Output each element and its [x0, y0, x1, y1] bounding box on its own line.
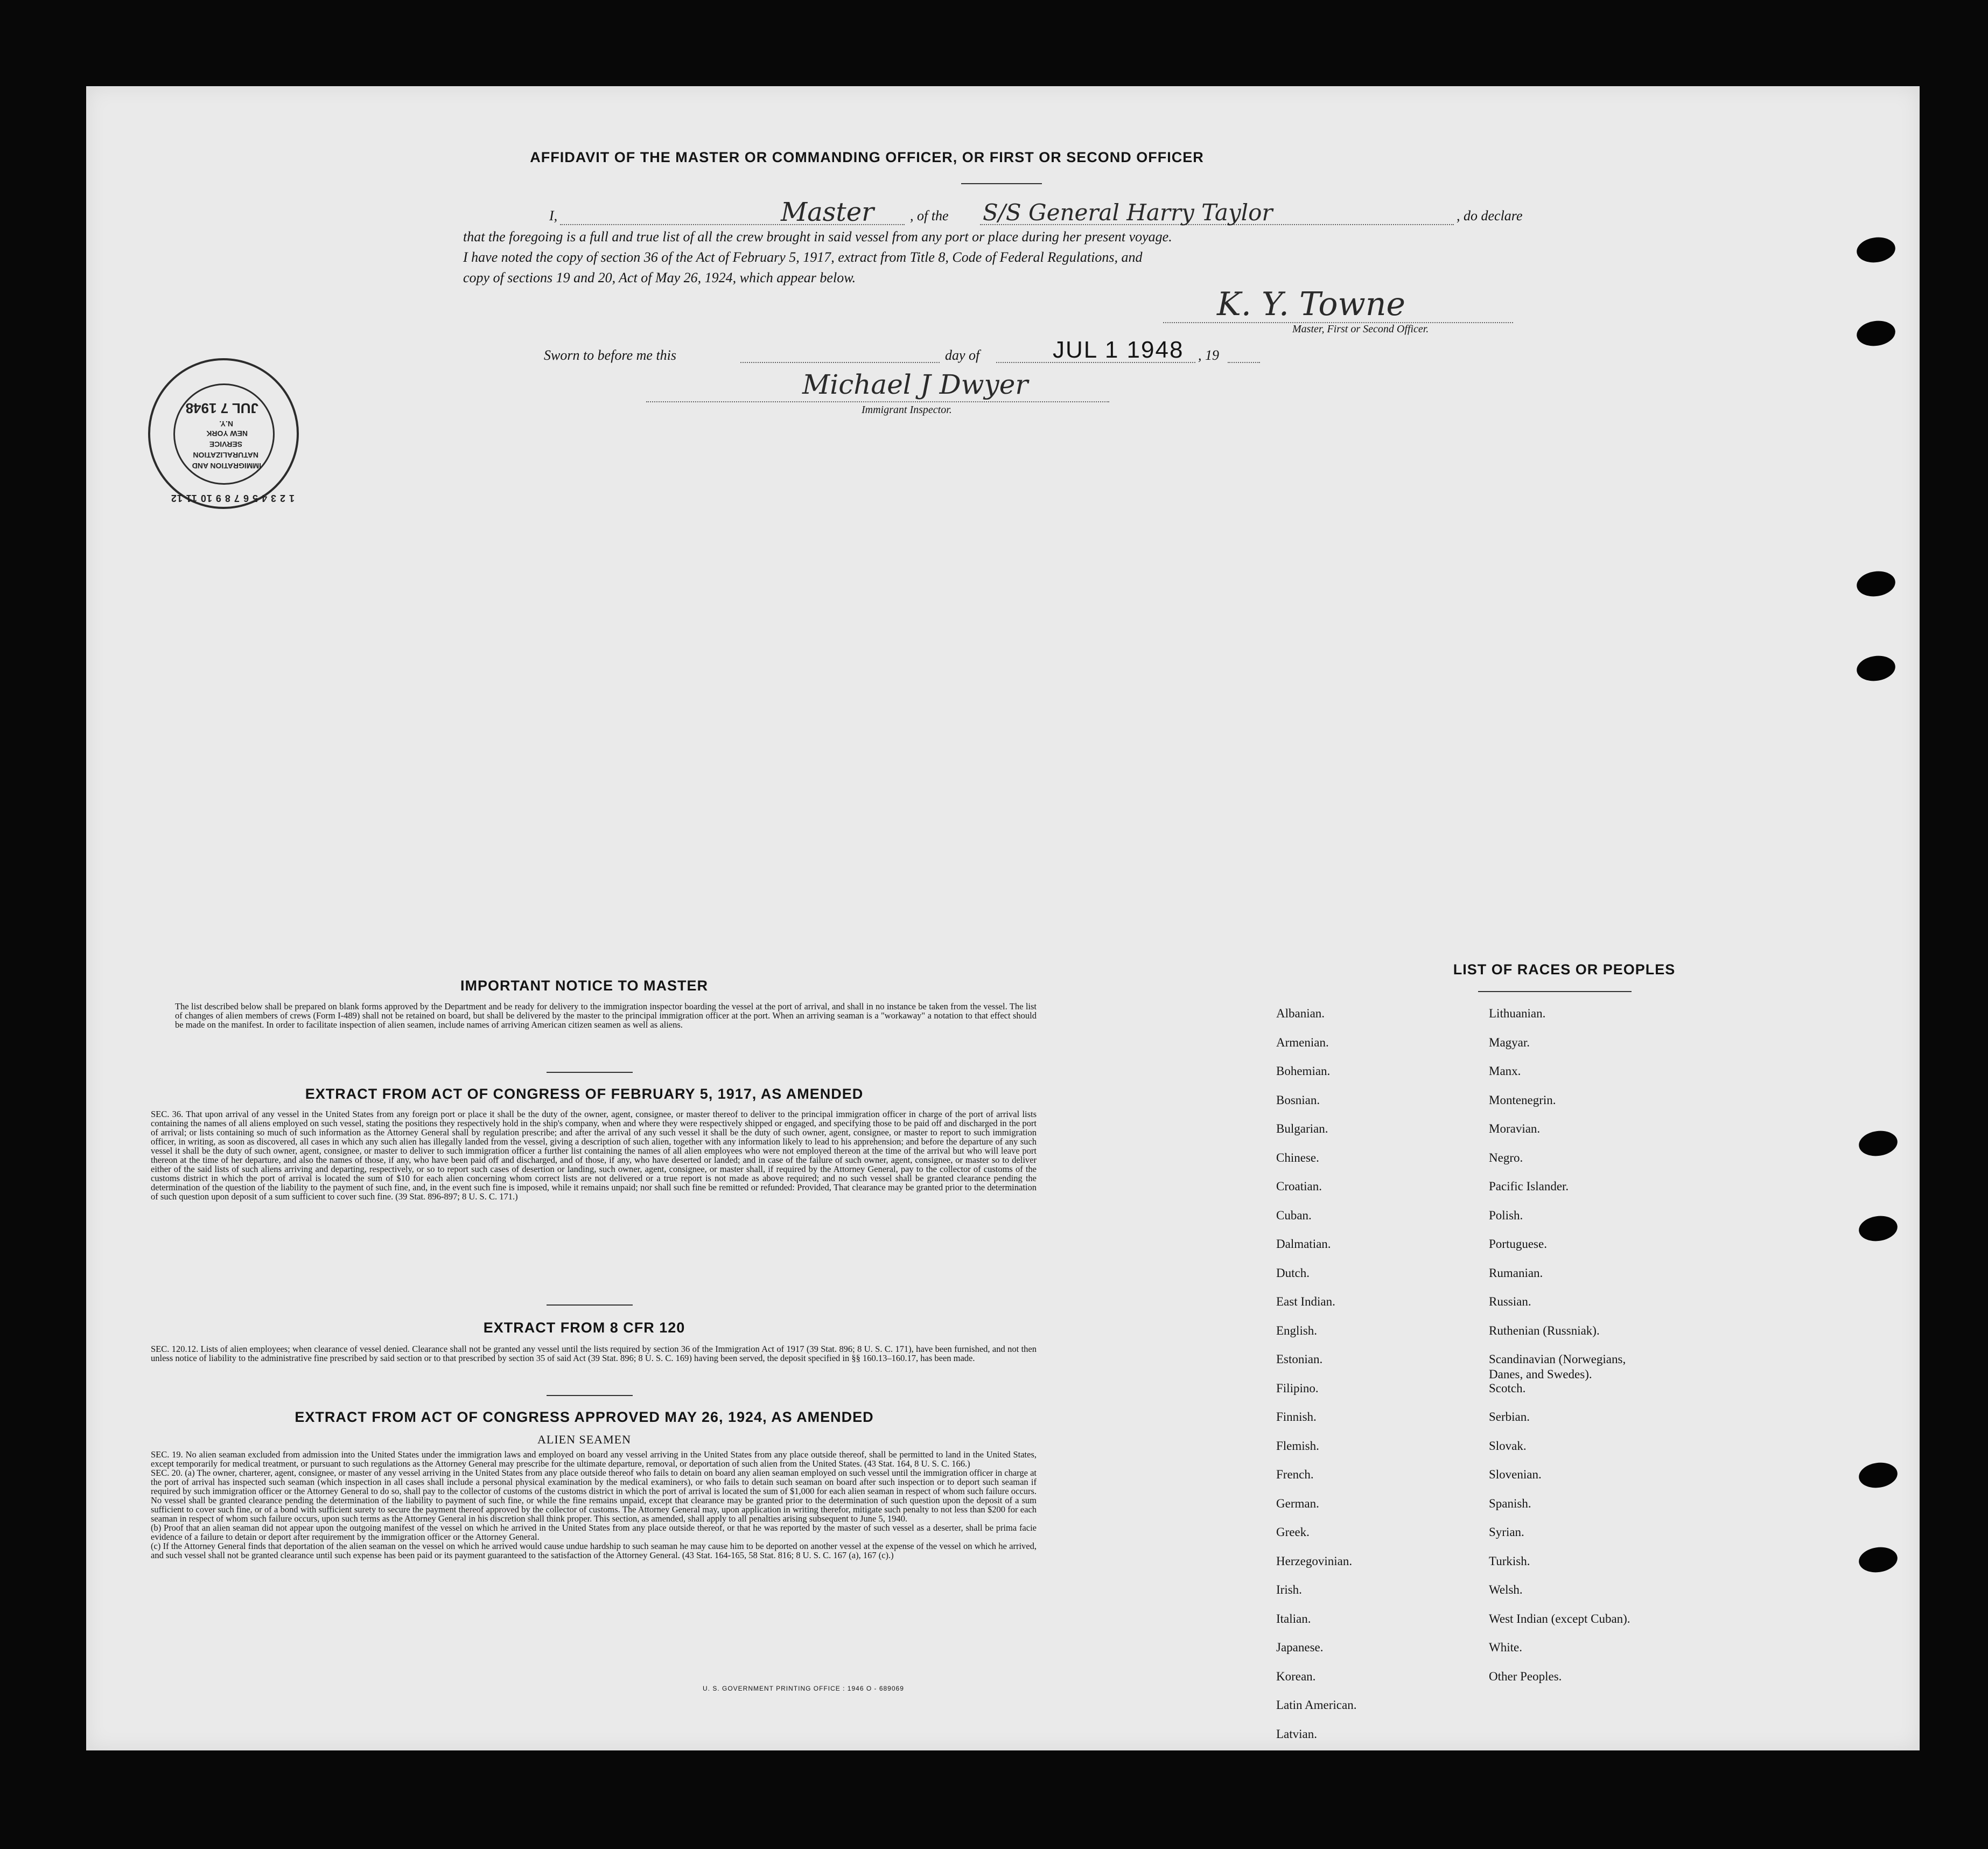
race-item: Latvian.: [1276, 1727, 1317, 1741]
race-item: Turkish.: [1489, 1554, 1530, 1568]
signature-caption: Master, First or Second Officer.: [1292, 323, 1429, 335]
document-page: [86, 86, 1920, 1750]
race-item: French.: [1276, 1468, 1314, 1481]
race-item: Bosnian.: [1276, 1093, 1320, 1107]
race-item: English.: [1276, 1323, 1318, 1337]
race-item: Syrian.: [1489, 1525, 1524, 1539]
race-item: East Indian.: [1276, 1295, 1335, 1308]
race-item: Slovenian.: [1489, 1468, 1542, 1481]
extract-1917-divider: [547, 1304, 633, 1306]
inspector-dotline: [646, 401, 1109, 402]
master-signature: K. Y. Towne: [1217, 285, 1405, 323]
race-item: Croatian.: [1276, 1180, 1322, 1193]
race-item: Pacific Islander.: [1489, 1180, 1569, 1193]
vessel-handwritten: S/S General Harry Taylor: [983, 199, 1273, 226]
affidavit-line-4: copy of sections 19 and 20, Act of May 26, 1924, which appear below.: [463, 270, 856, 285]
race-item: Rumanian.: [1489, 1266, 1543, 1280]
race-item: Portuguese.: [1489, 1237, 1547, 1251]
race-item: Welsh.: [1489, 1583, 1523, 1596]
notice-divider: [547, 1072, 633, 1073]
race-item: Dalmatian.: [1276, 1237, 1331, 1251]
notice-body: The list described below shall be prepared on blank forms approved by the Department and be ready for delivery to the immigration inspector boarding the vessel at the port of arrival, and shall in no instance be taken from the vessel. The list of changes of alien members of crews (Form I-489) shall not be retained on board, but shall be delivered by the master to the principal immigration officer at the port. When an arriving seaman is a "workaway" a notation to that effect should be made on the manifest. In order to facilitate inspection of alien seamen, include names of arriving American citizen seamen as well as aliens.: [175, 1001, 1037, 1030]
of-the-label: , of the: [910, 208, 949, 224]
extract-1924-title: EXTRACT FROM ACT OF CONGRESS APPROVED MAY 26, 1924, AS AMENDED: [295, 1409, 874, 1425]
inspection-stamp: [148, 358, 299, 509]
race-item: Manx.: [1489, 1064, 1521, 1078]
title-divider: [961, 183, 1042, 184]
race-item: Ruthenian (Russniak).: [1489, 1323, 1600, 1337]
printer-imprint: U. S. GOVERNMENT PRINTING OFFICE : 1946 O - 689069: [703, 1685, 904, 1692]
stamp-line-1: IMMIGRATION AND: [192, 462, 261, 470]
race-item: Negro.: [1489, 1150, 1523, 1164]
race-item: Korean.: [1276, 1669, 1316, 1683]
race-item: Scotch.: [1489, 1381, 1526, 1395]
race-item: Flemish.: [1276, 1439, 1319, 1453]
race-item: Slovak.: [1489, 1439, 1527, 1453]
race-item: Albanian.: [1276, 1007, 1325, 1020]
races-title: LIST OF RACES OR PEOPLES: [1453, 961, 1676, 978]
stamp-ring-numbers: 1 2 3 4 5 6 7 8 9 10 11 12: [170, 493, 295, 504]
race-item: Dutch.: [1276, 1266, 1310, 1280]
race-item: Scandinavian (Norwegians, Danes, and Swedes).: [1489, 1352, 1626, 1381]
extract-cfr-title: EXTRACT FROM 8 CFR 120: [483, 1320, 685, 1336]
race-item: Chinese.: [1276, 1150, 1319, 1164]
race-item: Polish.: [1489, 1208, 1523, 1222]
affidavit-line-2: that the foregoing is a full and true list of all the crew brought in said vessel from any port or place during her present voyage.: [463, 229, 1172, 245]
extract-cfr-body: SEC. 120.12. Lists of alien employees; when clearance of vessel denied. Clearance shall not be granted any vessel until the lists required by section 36 of the Immigration Act of 1917 (39 Stat. 896; 8 U. S. C. 171), have been furnished, and not then unless notice of liability to the administrative fine prescribed by said section or to that prescribed by section 35 of said Act (39 Stat. 896; 8 U. S. C. 169) having been served, the deposit specified in §§ 160.13–160.17, has been made.: [151, 1344, 1037, 1363]
day-of-label: day of: [945, 347, 980, 363]
year-dotline: [1228, 362, 1260, 363]
race-item: Moravian.: [1489, 1122, 1541, 1135]
race-item: Spanish.: [1489, 1496, 1531, 1510]
race-item: White.: [1489, 1641, 1522, 1654]
affidavit-title: AFFIDAVIT OF THE MASTER OR COMMANDING OFFICER, OR FIRST OR SECOND OFFICER: [530, 149, 1204, 165]
race-item: Filipino.: [1276, 1381, 1319, 1395]
date-stamp: JUL 1 1948: [1053, 337, 1184, 363]
race-item: Armenian.: [1276, 1035, 1329, 1049]
race-item: Estonian.: [1276, 1352, 1323, 1366]
race-item: Japanese.: [1276, 1641, 1324, 1654]
race-item: Cuban.: [1276, 1208, 1312, 1222]
race-item: Other Peoples.: [1489, 1669, 1562, 1683]
race-item: German.: [1276, 1496, 1319, 1510]
declare-label: , do declare: [1457, 208, 1523, 224]
race-item: Greek.: [1276, 1525, 1310, 1539]
race-item: West Indian (except Cuban).: [1489, 1611, 1630, 1625]
sworn-dotline: [740, 362, 940, 363]
affidavit-i: I,: [549, 208, 558, 224]
extract-cfr-divider: [547, 1395, 633, 1396]
extract-1924-body: SEC. 19. No alien seaman excluded from admission into the United States under the immigration laws and employed on board any vessel arriving in the United States from any place outside thereof, shall be permitted to land in the United States, except temporarily for medical treatment, or pursuant to such regulations as the Attorney General may prescribe for the ultimate departure, removal, or deportation of such alien from the United States. (43 Stat. 164, 8 U. S. C. 166.) SEC. 20. (a) The owner, charterer, agent, consignee, or master of any vessel arriving in the United States from any place outside thereof who fails to detain on board any alien seaman employed on such vessel until the immigration officer in charge at the port of arrival has inspected such seaman (which inspection in all cases shall include a personal physical examination by the medical examiners), or who fails to detain such seaman on board after such inspection or to deport such seaman if required by such immigration officer or the Attorney General to do so, shall pay to the collector of customs of the customs district in which the port of arrival is located the sum of $1,000 for each alien seaman in respect of whom such failure occurs. No vessel shall be granted clearance pending the determination of the liability to payment of such fine, or while the fine remains unpaid, except that clearance may be granted prior to the determination of such question upon the deposit of a sum sufficient to cover such fine, or of a bond with sufficient surety to secure the payment thereof approved by the collector of customs. The Attorney General may, upon application in writing therefor, mitigate such penalty to not less than $200 for each seaman in respect of whom such failure occurs, upon such terms as the Attorney General in his discretion shall think proper. This section, as amended, shall apply to all penalties arising subsequent to June 5, 1940. (b) Proof that an alien seaman did not appear upon the outgoing manifest of the vessel on which he arrived in the United States from any place outside thereof, or that he was reported by the master of such vessel as a deserter, shall be prima facie evidence of a failure to detain or deport after requirement by the immigration officer or the Attorney General. (c) If the Attorney General finds that deportation of the alien seaman on the vessel on which he arrived would cause undue hardship to such seaman he may cause him to be deported on another vessel at the expense of the vessel on which he arrived, and such vessel shall not be granted clearance until such expense has been paid or its payment guaranteed to the satisfaction of the Attorney General. (43 Stat. 164-165, 58 Stat. 816; 8 U. S. C. 167 (a), 167 (c).): [151, 1449, 1037, 1560]
extract-1917-title: EXTRACT FROM ACT OF CONGRESS OF FEBRUARY 5, 1917, AS AMENDED: [305, 1086, 864, 1102]
race-item: Irish.: [1276, 1583, 1302, 1596]
race-item: Finnish.: [1276, 1410, 1317, 1424]
stamp-line-5: N.Y.: [219, 420, 233, 428]
sworn-label: Sworn to before me this: [544, 347, 677, 363]
race-item: Serbian.: [1489, 1410, 1530, 1424]
race-item: Italian.: [1276, 1611, 1311, 1625]
inspector-caption: Immigrant Inspector.: [862, 404, 952, 416]
race-item: Montenegrin.: [1489, 1093, 1556, 1107]
race-item: Russian.: [1489, 1295, 1531, 1308]
notice-title: IMPORTANT NOTICE TO MASTER: [460, 978, 708, 994]
stamp-line-3: SERVICE: [209, 440, 242, 449]
stamp-line-4: NEW YORK: [206, 429, 248, 438]
race-item: Magyar.: [1489, 1035, 1530, 1049]
year-label: , 19: [1198, 347, 1219, 363]
inspector-signature: Michael J Dwyer: [802, 369, 1028, 400]
stamp-line-2: NATURALIZATION: [193, 451, 258, 459]
affidavit-line-3: I have noted the copy of section 36 of the Act of February 5, 1917, extract from Title 8, Code of Federal Regulations, and: [463, 249, 1143, 265]
extract-1924-subtitle: ALIEN SEAMEN: [537, 1433, 631, 1446]
race-item: Bulgarian.: [1276, 1122, 1328, 1135]
race-item: Bohemian.: [1276, 1064, 1331, 1078]
extract-1917-body: SEC. 36. That upon arrival of any vessel in the United States from any foreign port or place it shall be the duty of the owner, agent, consignee, or master thereof to deliver to the principal immigration officer in charge of the port of arrival lists containing the names of all aliens employed on such vessel, stating the positions they respectively hold in the ship's company, when and where they were respectively shipped or engaged, and specifying those to be paid off and discharged in the port of arrival; or lists containing so much of such information as the Attorney General shall by regulation prescribe; and after the arrival of any such vessel it shall be the duty of such owner, agent, consignee, or master to report to such immigration officer, in writing, as soon as discovered, all cases in which any such alien has illegally landed from the vessel, giving a description of such alien, together with any information likely to lead to his apprehension; and before the departure of any such vessel it shall be the duty of such owner, agent, consignee, or master to deliver to such immigration officer a further list containing the names of all alien employees who were not employed thereon at the time of the arrival but who will leave port thereon at the time of her departure, and also the names of those, if any, who have been paid off and discharged, and of those, if any, who have deserted or landed; and in case of the failure of such owner, agent, consignee, or master so to deliver either of the said lists of such aliens arriving and departing, respectively, or so to report such cases of desertion or landing, such owner, agent, consignee, or master shall, if required by the Attorney General, pay to the collector of customs of the customs district in which the port of arrival is located the sum of $10 for each alien concerning whom correct lists are not delivered or a true report is not made as above required; and no such vessel shall be granted clearance pending the determination of the question of the liability to the payment of such fine, and, in the event such fine is imposed, while it remains unpaid; nor shall such fine be remitted or refunded: Provided, That clearance may be granted prior to the determination of such question upon deposit of a sum sufficient to cover such fine. (39 Stat. 896-897; 8 U. S. C. 171.): [151, 1109, 1037, 1202]
stamp-date: JUL 7 1948: [185, 400, 258, 416]
rank-handwritten: Master: [781, 197, 874, 227]
race-item: Herzegovinian.: [1276, 1554, 1353, 1568]
race-item: Latin American.: [1276, 1698, 1357, 1712]
race-item: Lithuanian.: [1489, 1007, 1546, 1020]
races-divider: [1478, 991, 1632, 992]
